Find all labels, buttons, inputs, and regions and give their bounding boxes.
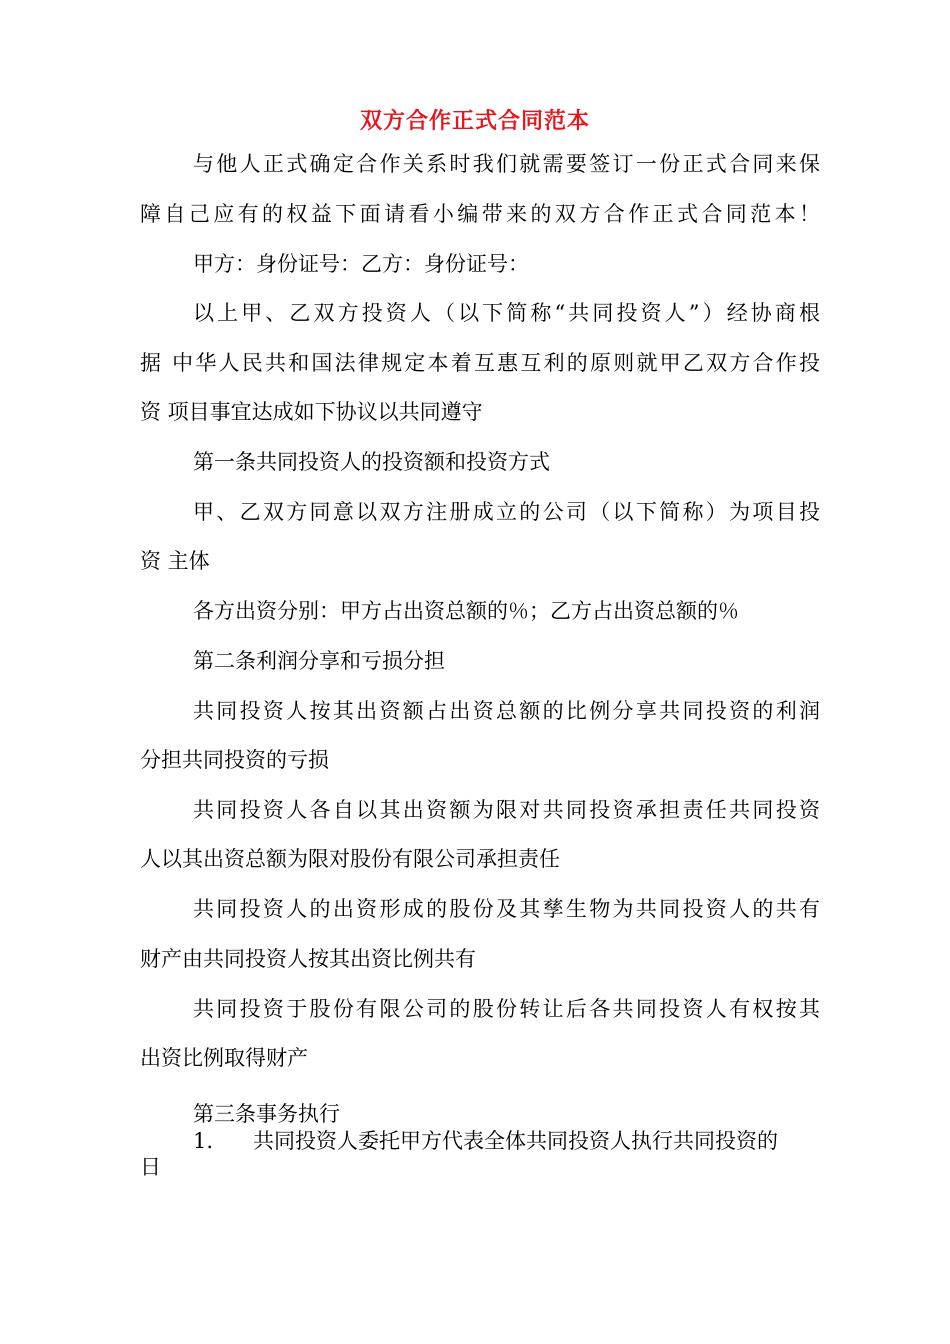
paragraph-line: 据 中华人民共和国法律规定本着互惠互利的原则就甲乙双方合作投: [140, 351, 820, 375]
paragraph-line: 资 主体: [140, 549, 210, 573]
list-item-continuation: 日: [140, 1155, 161, 1179]
paragraph-line: 共同投资人按其出资额占出资总额的比例分享共同投资的利润: [193, 699, 820, 723]
paragraph-line: 出资比例取得财产: [140, 1046, 308, 1070]
paragraph-line: 共同投资于股份有限公司的股份转让后各共同投资人有权按其: [193, 997, 820, 1021]
paragraph-line: 人以其出资总额为限对股份有限公司承担责任: [140, 847, 560, 871]
paragraph-line: 与他人正式确定合作关系时我们就需要签订一份正式合同来保: [193, 152, 820, 176]
section-heading: 第三条事务执行: [193, 1102, 340, 1126]
list-item-text: 共同投资人委托甲方代表全体共同投资人执行共同投资的: [253, 1129, 778, 1153]
section-heading: 第二条利润分享和亏损分担: [193, 649, 445, 673]
list-item-number: 1.: [193, 1129, 214, 1153]
paragraph-line: 各方出资分别：甲方占出资总额的％；乙方占出资总额的％: [193, 599, 739, 623]
party-info-line: 甲方：身份证号：乙方：身份证号：: [193, 252, 529, 276]
paragraph-line: 以上甲、乙双方投资人（以下简称“共同投资人”）经协商根: [193, 301, 820, 325]
paragraph-line: 财产由共同投资人按其出资比例共有: [140, 947, 476, 971]
list-item: [193, 1128, 820, 1154]
paragraph-line: 共同投资人各自以其出资额为限对共同投资承担责任共同投资: [193, 798, 820, 822]
section-heading: 第一条共同投资人的投资额和投资方式: [193, 450, 550, 474]
paragraph-line: 障自己应有的权益下面请看小编带来的双方合作正式合同范本！: [140, 202, 820, 226]
paragraph-line: 资 项目事宜达成如下协议以共同遵守: [140, 400, 483, 424]
document-title: 双方合作正式合同范本: [359, 109, 590, 134]
paragraph-line: 分担共同投资的亏损: [140, 748, 329, 772]
paragraph-line: 共同投资人的出资形成的股份及其孳生物为共同投资人的共有: [193, 897, 820, 921]
paragraph-line: 甲、乙双方同意以双方注册成立的公司（以下简称）为项目投: [193, 500, 820, 524]
